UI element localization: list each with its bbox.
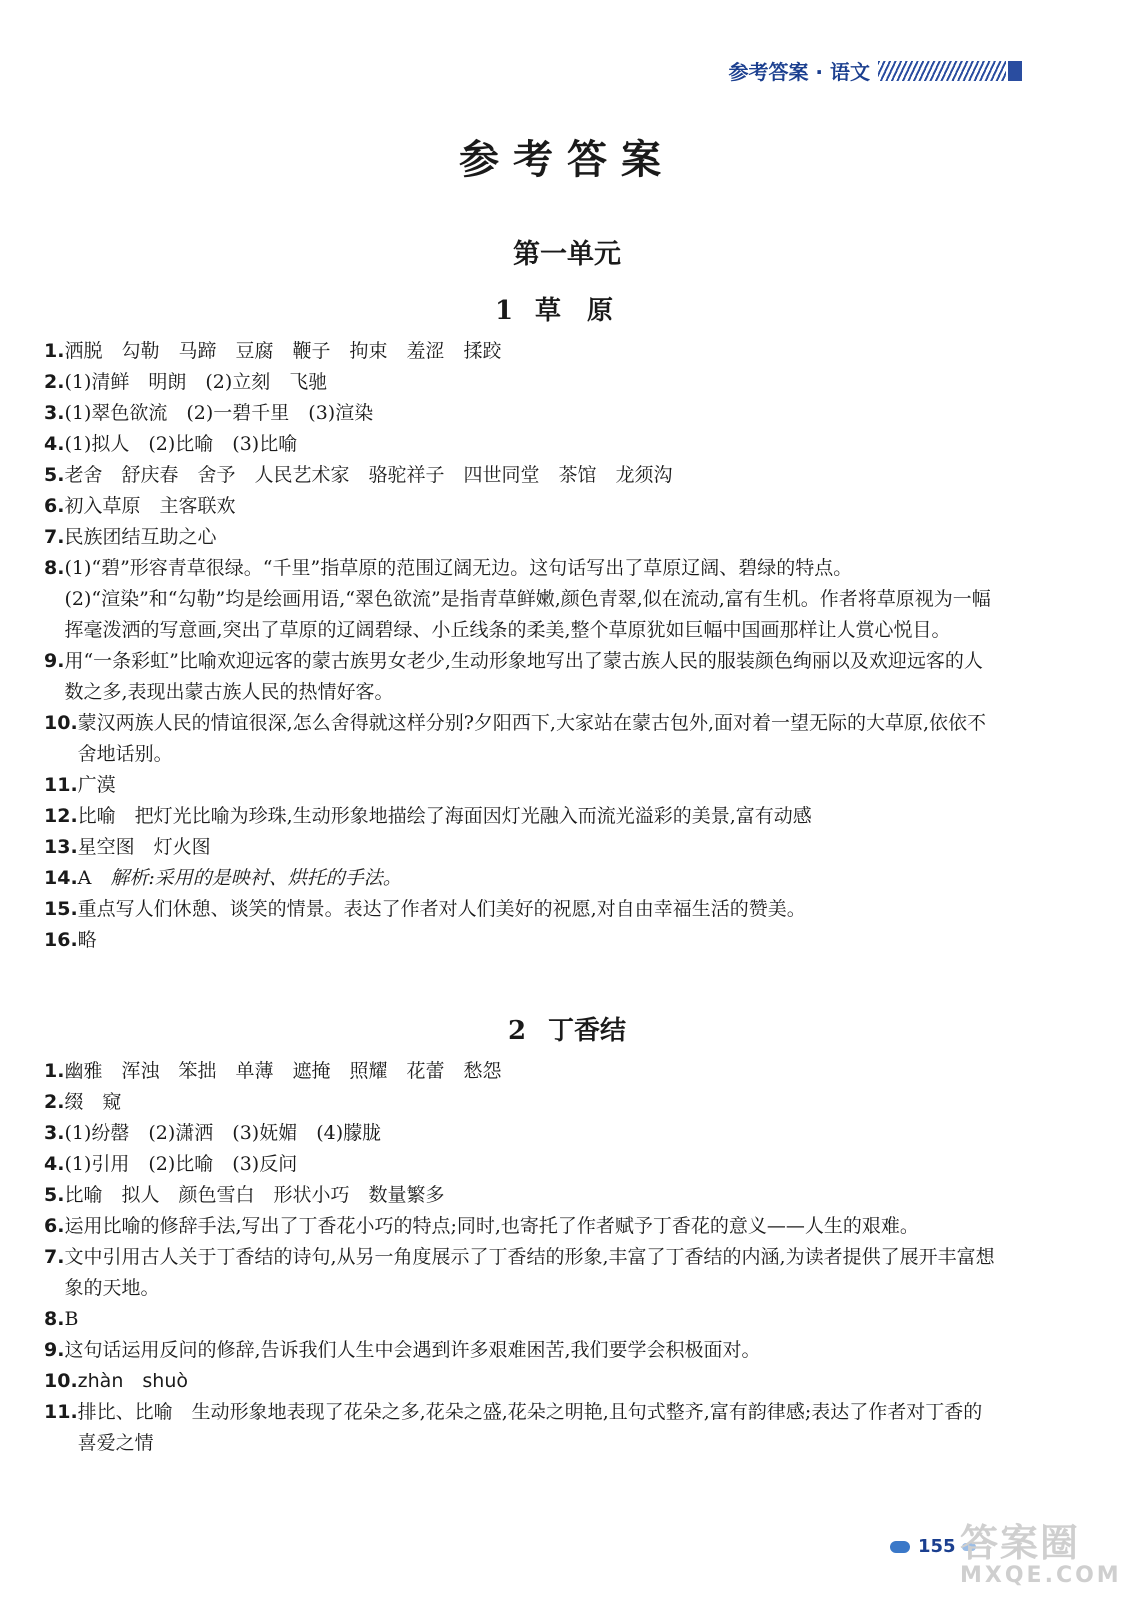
answer-number: 5.	[44, 464, 65, 486]
answer-text: (1)引用 (2)比喻 (3)反问	[64, 1153, 298, 1175]
answer-item	[44, 429, 999, 460]
answer-text: 文中引用古人关于丁香结的诗句,从另一角度展示了丁香结的形象,丰富了丁香结的内涵,为读者提供了展开丰富想象的天地。	[64, 1246, 995, 1299]
answer-text: 用“一条彩虹”比喻欢迎远客的蒙古族男女老少,生动形象地写出了蒙古族人民的服装颜色绚丽以及欢迎远客的人数之多,表现出蒙古族人民的热情好客。	[64, 650, 983, 703]
answer-number: 10.	[44, 1370, 78, 1392]
header-block-decoration	[1008, 61, 1022, 81]
answer-item	[44, 1118, 999, 1149]
answer-number: 16.	[44, 929, 78, 951]
answer-number: 3.	[44, 1122, 65, 1144]
answer-number: 14.	[44, 867, 78, 889]
lesson-2-heading	[0, 1010, 1134, 1047]
answer-number: 15.	[44, 898, 78, 920]
answer-item	[44, 522, 999, 553]
lesson-name: 丁香结	[548, 1016, 627, 1046]
lesson-name: 草原	[535, 296, 640, 326]
answer-item	[44, 1056, 999, 1087]
answer-note: 解析:采用的是映衬、烘托的手法。	[110, 867, 402, 889]
lesson-1-answers	[44, 336, 999, 956]
answer-item	[44, 460, 999, 491]
answer-item	[44, 863, 999, 894]
answer-item	[44, 398, 999, 429]
answer-number: 13.	[44, 836, 78, 858]
answer-number: 4.	[44, 433, 65, 455]
lesson-number: 2	[507, 1016, 527, 1046]
answer-item	[44, 708, 999, 770]
header-tag	[728, 56, 1022, 85]
answer-text: A	[77, 867, 111, 889]
answer-number: 7.	[44, 526, 65, 548]
answer-text: 运用比喻的修辞手法,写出了丁香花小巧的特点;同时,也寄托了作者赋予丁香花的意义——人生的艰难。	[64, 1215, 919, 1237]
page-number: 155	[918, 1536, 956, 1557]
answer-text: (1)纷罄 (2)潇洒 (3)妩媚 (4)朦胧	[64, 1122, 382, 1144]
answer-number: 11.	[44, 1401, 78, 1423]
answer-item	[44, 1087, 999, 1118]
unit-heading: 第一单元	[513, 239, 621, 270]
answer-text: B	[64, 1308, 79, 1330]
answer-item	[44, 925, 999, 956]
answer-number: 9.	[44, 1339, 65, 1361]
watermark-line2: MXQE.COM	[960, 1563, 1122, 1588]
answer-number: 8.	[44, 1308, 65, 1330]
answer-item	[44, 1366, 999, 1397]
footer-dot-decoration	[890, 1541, 910, 1553]
answer-number: 10.	[44, 712, 78, 734]
answer-item	[44, 801, 999, 832]
answer-text: (1)清鲜 明朗 (2)立刻 飞驰	[64, 371, 328, 393]
answer-text: (1)“碧”形容青草很绿。“千里”指草原的范围辽阔无边。这句话写出了草原辽阔、碧绿的特点。 (2)“渲染”和“勾勒”均是绘画用语,“翠色欲流”是指青草鲜嫩,颜色青翠,似在流动,富有生机。作者将草原视为一幅挥毫泼洒的写意画,突出了草原的辽阔碧绿、小丘线条的柔美,整个草原犹如巨幅中国画那样让人赏心悦目。	[64, 557, 991, 641]
answer-text: 排比、比喻 生动形象地表现了花朵之多,花朵之盛,花朵之明艳,且句式整齐,富有韵律感;表达了作者对丁香的喜爱之情	[77, 1401, 983, 1454]
answer-number: 1.	[44, 340, 65, 362]
answer-number: 8.	[44, 557, 65, 579]
header-label: 参考答案 · 语文	[728, 60, 870, 84]
answer-item	[44, 894, 999, 925]
watermark-line1: 答案圈	[960, 1521, 1081, 1565]
answer-text: (1)拟人 (2)比喻 (3)比喻	[64, 433, 298, 455]
answer-number: 6.	[44, 1215, 65, 1237]
answer-text: 幽雅 浑浊 笨拙 单薄 遮掩 照耀 花蕾 愁怨	[64, 1060, 502, 1082]
answer-text: 这句话运用反问的修辞,告诉我们人生中会遇到许多艰难困苦,我们要学会积极面对。	[64, 1339, 761, 1361]
answer-number: 2.	[44, 371, 65, 393]
answer-item	[44, 1304, 999, 1335]
answer-number: 11.	[44, 774, 78, 796]
answer-item	[44, 367, 999, 398]
answer-number: 1.	[44, 1060, 65, 1082]
answer-number: 3.	[44, 402, 65, 424]
answer-number: 5.	[44, 1184, 65, 1206]
answer-item	[44, 832, 999, 863]
answer-text: 星空图 灯火图	[77, 836, 211, 858]
answer-text: 广漠	[77, 774, 116, 796]
answer-text: (1)翠色欲流 (2)一碧千里 (3)渲染	[64, 402, 374, 424]
answer-number: 4.	[44, 1153, 65, 1175]
answer-item	[44, 1397, 999, 1459]
answer-number: 9.	[44, 650, 65, 672]
answer-text: 民族团结互助之心	[64, 526, 217, 548]
lesson-2-answers	[44, 1056, 999, 1459]
answer-item	[44, 553, 999, 646]
answer-number: 12.	[44, 805, 78, 827]
answer-item	[44, 770, 999, 801]
answer-number: 2.	[44, 1091, 65, 1113]
answer-text: 比喻 把灯光比喻为珍珠,生动形象地描绘了海面因灯光融入而流光溢彩的美景,富有动感	[77, 805, 812, 827]
answer-item	[44, 1242, 999, 1304]
answer-number: 6.	[44, 495, 65, 517]
answer-text: 蒙汉两族人民的情谊很深,怎么舍得就这样分别?夕阳西下,大家站在蒙古包外,面对着一望无际的大草原,依依不舍地话别。	[77, 712, 987, 765]
answer-text: 洒脱 勾勒 马蹄 豆腐 鞭子 拘束 羞涩 揉跤	[64, 340, 502, 362]
answer-text: 老舍 舒庆春 舍予 人民艺术家 骆驼祥子 四世同堂 茶馆 龙须沟	[64, 464, 673, 486]
answer-text: 重点写人们休憩、谈笑的情景。表达了作者对人们美好的祝愿,对自由幸福生活的赞美。	[77, 898, 806, 920]
answer-text: zhàn shuò	[77, 1370, 188, 1392]
answer-text: 初入草原 主客联欢	[64, 495, 236, 517]
answer-item	[44, 491, 999, 522]
header-hatch-decoration	[878, 61, 1006, 81]
answer-item	[44, 336, 999, 367]
answer-text: 比喻 拟人 颜色雪白 形状小巧 数量繁多	[64, 1184, 445, 1206]
answer-item	[44, 1149, 999, 1180]
answer-text: 略	[77, 929, 97, 951]
answer-number: 7.	[44, 1246, 65, 1268]
answer-item	[44, 1180, 999, 1211]
watermark	[960, 1512, 1130, 1596]
lesson-number: 1	[494, 296, 514, 326]
answer-item	[44, 1335, 999, 1366]
answer-text: 缀 窥	[64, 1091, 122, 1113]
page-title: 参考答案	[459, 137, 675, 183]
answer-item	[44, 1211, 999, 1242]
answer-item	[44, 646, 999, 708]
lesson-1-heading	[0, 290, 1134, 327]
